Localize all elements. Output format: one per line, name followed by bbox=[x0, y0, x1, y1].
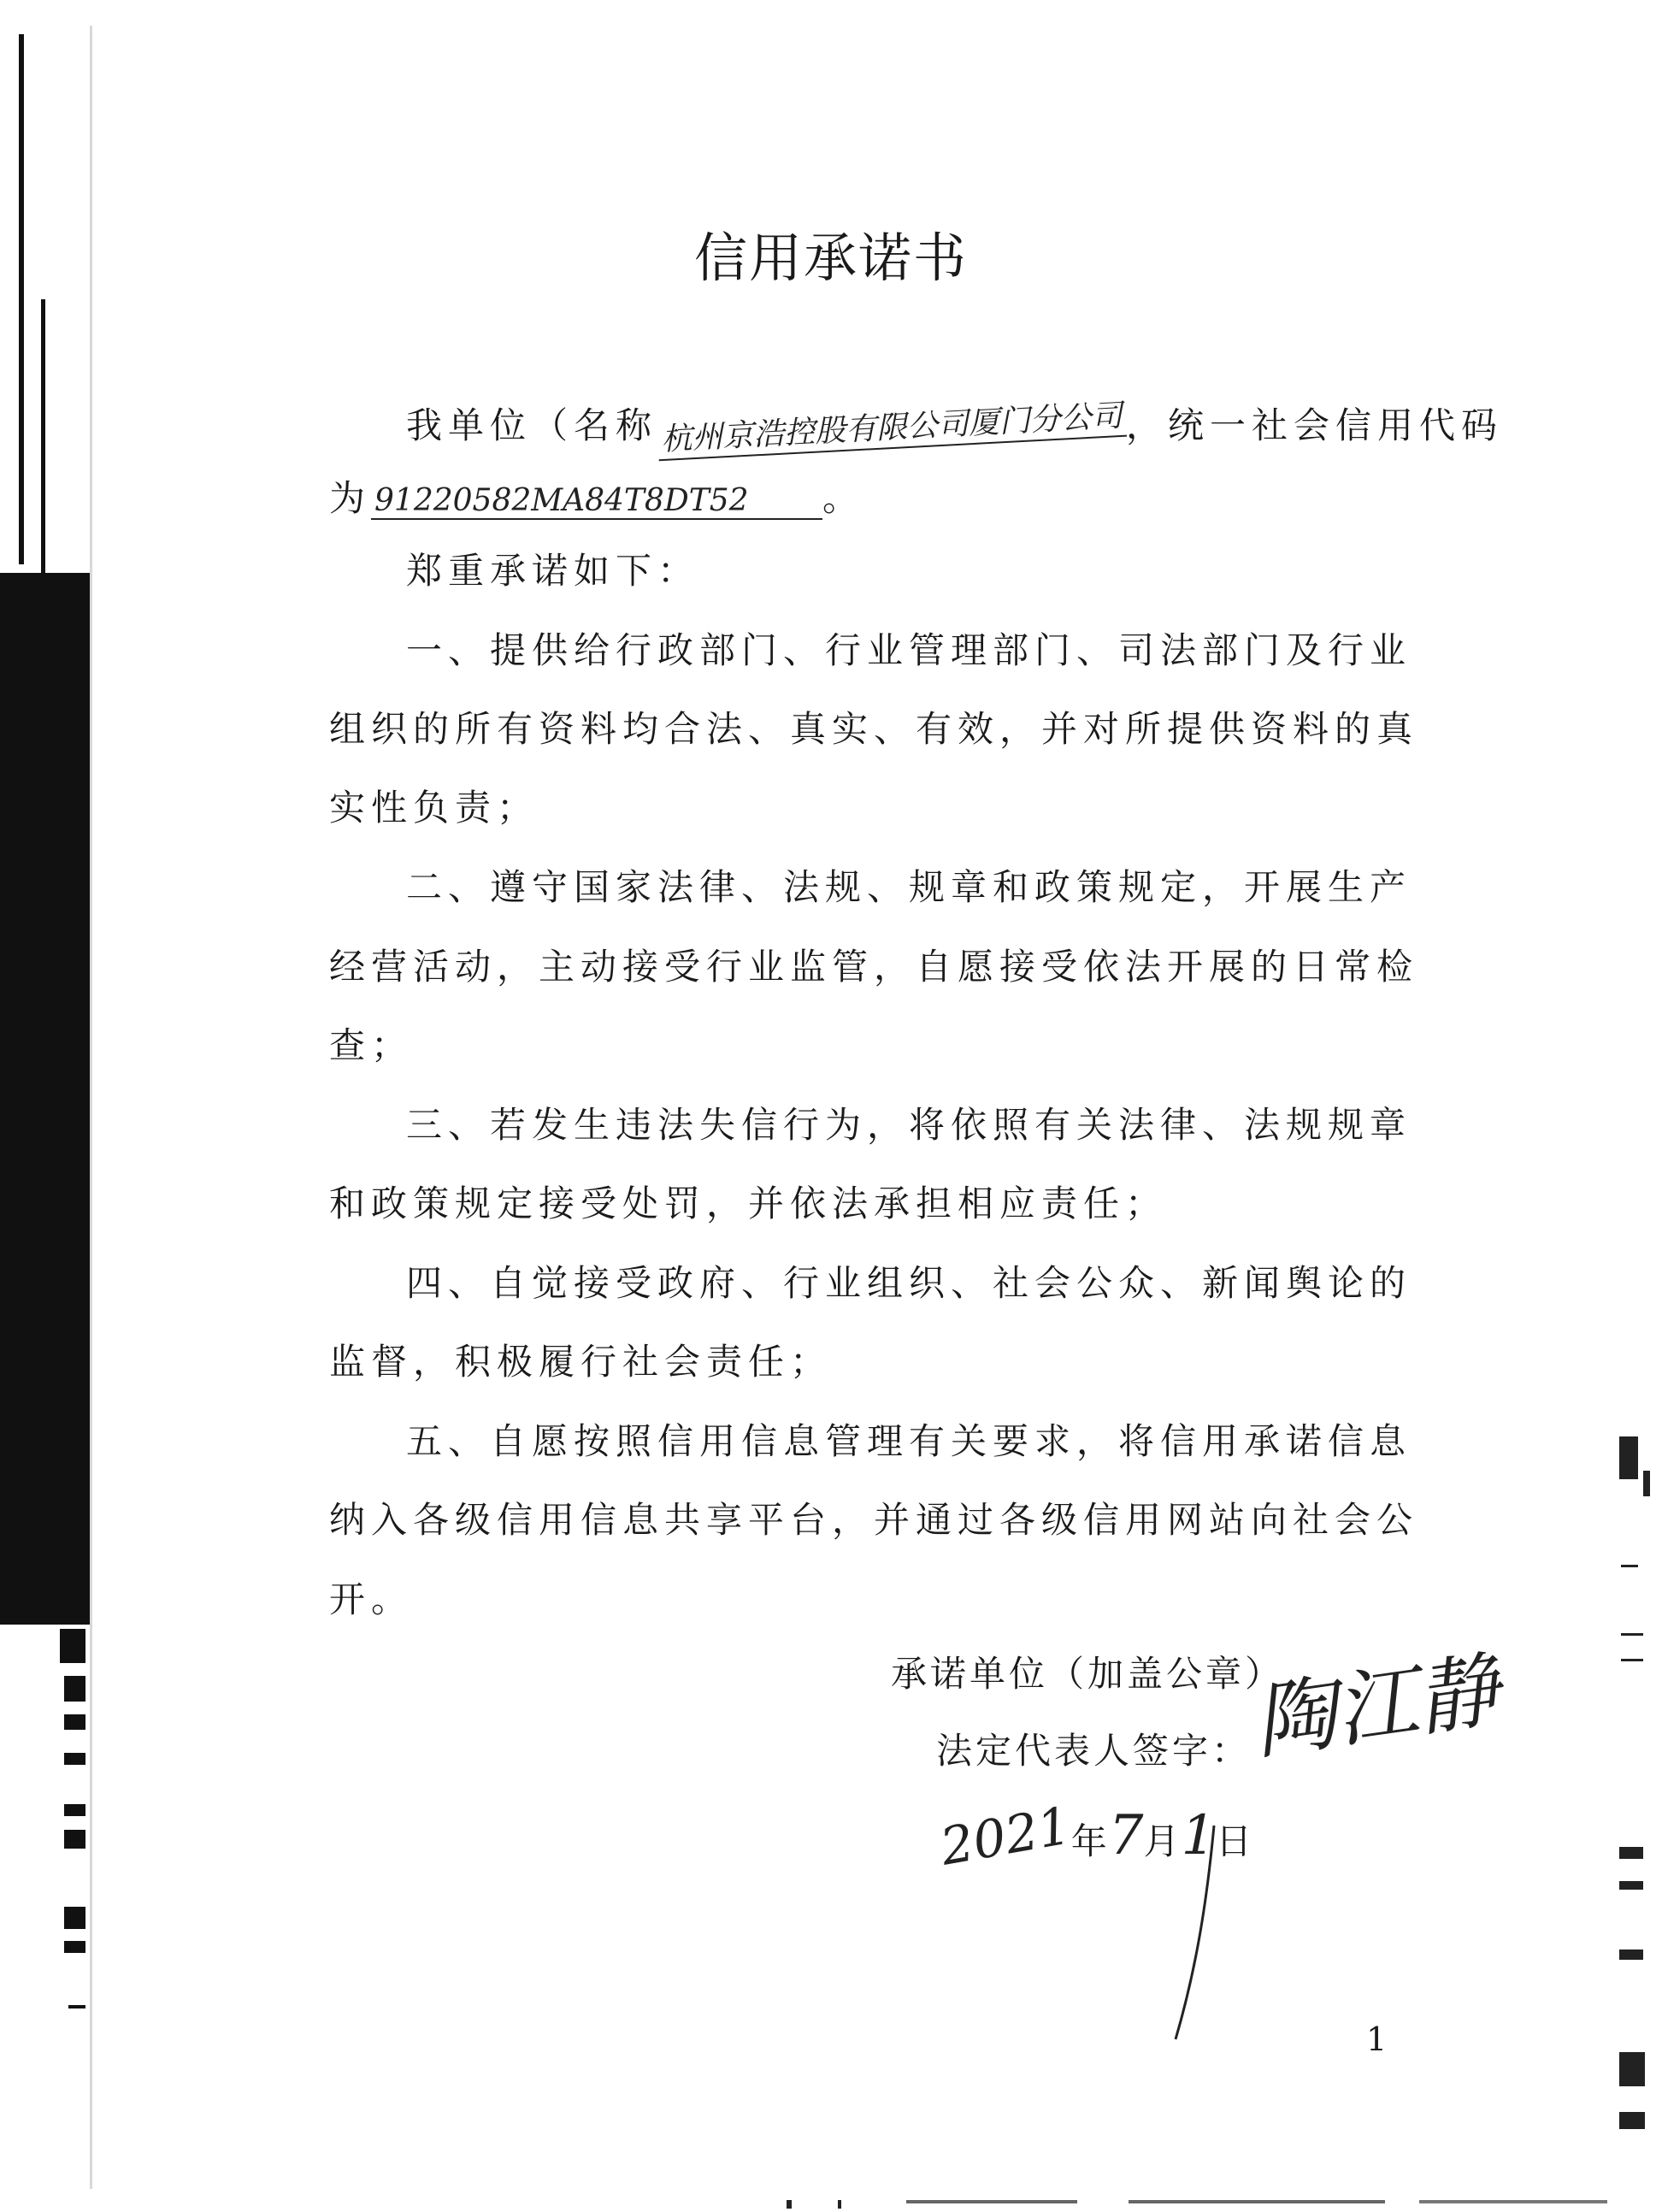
code-prefix: 为 bbox=[329, 477, 372, 519]
document-title: 信用承诺书 bbox=[693, 227, 968, 289]
date-year-unit: 年 bbox=[1070, 1820, 1109, 1862]
rep-signature: 陶江静 bbox=[1247, 1642, 1506, 1772]
page-edge bbox=[90, 26, 92, 2189]
item-5-line-1: 五、自愿按照信用信息管理有关要求，将信用承诺信息 bbox=[406, 1420, 1412, 1462]
item-2-line-2: 经营活动，主动接受行业监管，自愿接受依法开展的日常检 bbox=[329, 946, 1419, 988]
promise-heading: 郑重承诺如下： bbox=[406, 550, 700, 592]
intro-suffix: ，统一社会信用代码 bbox=[1126, 404, 1504, 446]
item-1-line-3: 实性负责； bbox=[329, 787, 539, 829]
intro-line bbox=[329, 398, 1504, 458]
code-line bbox=[329, 470, 864, 522]
date-year: 2021 bbox=[936, 1796, 1076, 1878]
seal-label: 承诺单位（加盖公章） bbox=[891, 1653, 1285, 1695]
company-name-handwritten: 杭州京浩控股有限公司厦门分公司 bbox=[657, 392, 1127, 462]
item-3-line-2: 和政策规定接受处罚，并依法承担相应责任； bbox=[329, 1183, 1168, 1224]
item-3-line-1: 三、若发生违法失信行为，将依照有关法律、法规规章 bbox=[406, 1104, 1412, 1146]
item-1-line-1: 一、提供给行政部门、行业管理部门、司法部门及行业 bbox=[406, 629, 1412, 671]
date-pen-stroke bbox=[1163, 1821, 1231, 2044]
item-4-line-1: 四、自觉接受政府、行业组织、社会公众、新闻舆论的 bbox=[406, 1262, 1412, 1304]
item-4-line-2: 监督，积极履行社会责任； bbox=[329, 1341, 833, 1383]
credit-code-handwritten: 91220582MA84T8DT52 bbox=[371, 483, 822, 520]
date-month-unit: 月 bbox=[1143, 1820, 1182, 1862]
item-5-line-3: 开。 bbox=[329, 1578, 414, 1620]
scan-artifact-left bbox=[0, 0, 94, 2212]
item-2-line-3: 查； bbox=[329, 1024, 414, 1066]
code-suffix: 。 bbox=[822, 477, 865, 519]
scan-artifact-bottom bbox=[769, 2193, 1624, 2212]
item-1-line-2: 组织的所有资料均合法、真实、有效，并对所提供资料的真 bbox=[329, 708, 1419, 750]
scan-artifact-right bbox=[1611, 1402, 1662, 2206]
date-month: 7 bbox=[1108, 1804, 1144, 1867]
intro-prefix: 我单位（名称 bbox=[406, 404, 658, 446]
item-2-line-1: 二、遵守国家法律、法规、规章和政策规定，开展生产 bbox=[406, 866, 1412, 908]
date-day-unit: 日 bbox=[1216, 1820, 1254, 1862]
page-number: 1 bbox=[1366, 2020, 1388, 2058]
rep-label: 法定代表人签字： bbox=[936, 1730, 1252, 1772]
date-day: 1 bbox=[1181, 1804, 1217, 1867]
item-5-line-2: 纳入各级信用信息共享平台，并通过各级信用网站向社会公 bbox=[329, 1499, 1419, 1541]
